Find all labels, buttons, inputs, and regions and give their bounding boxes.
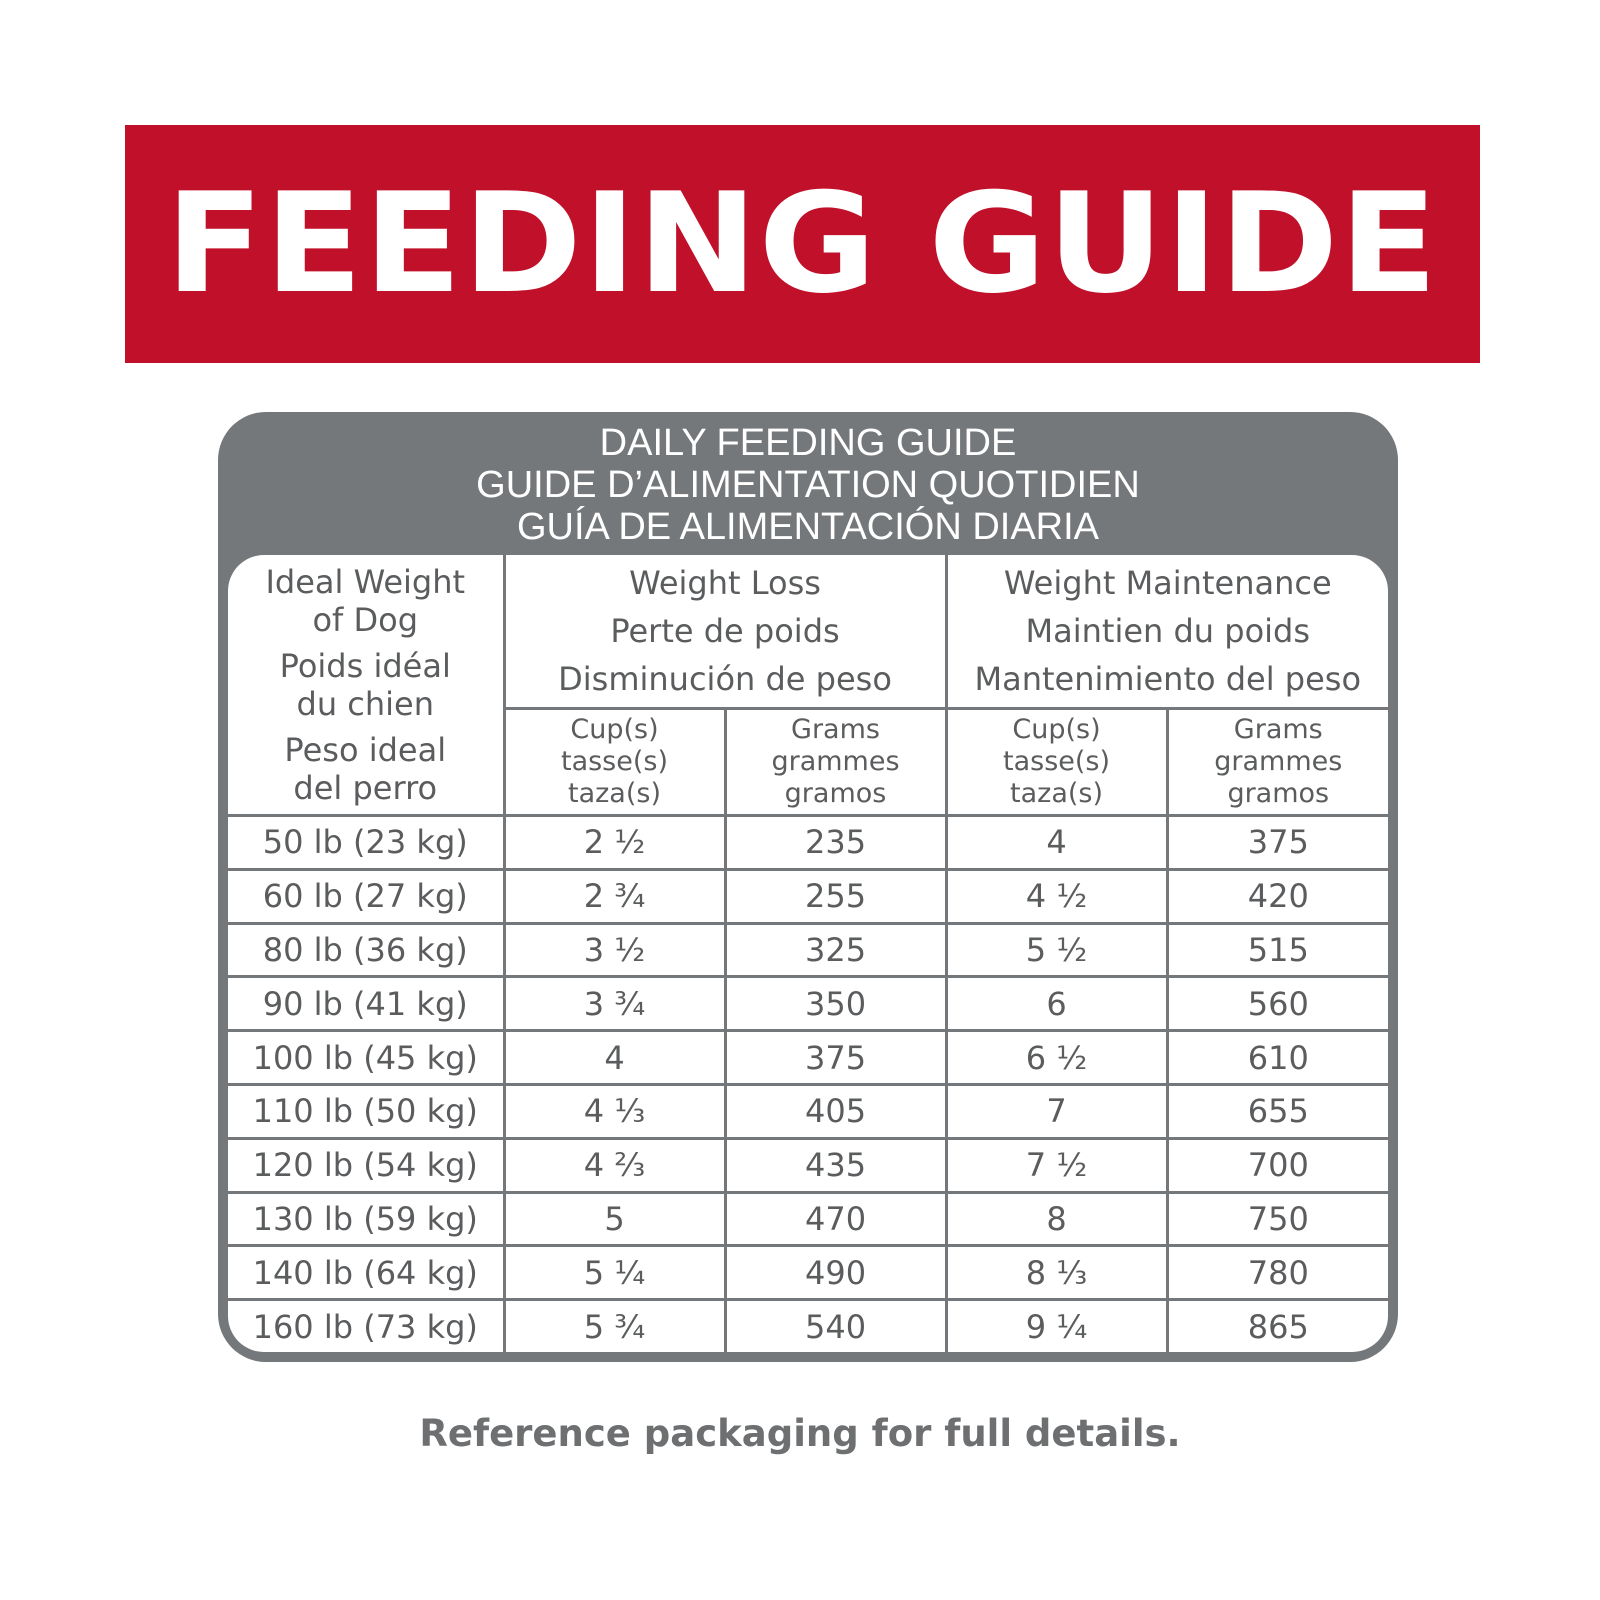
header-line: Weight Loss (629, 564, 821, 602)
dog-weight-cell: 90 lb (41 kg) (228, 977, 504, 1031)
loss-cups-cell: 5 (504, 1192, 725, 1246)
header-line: Cup(s) (1012, 714, 1101, 745)
loss-grams-cell: 325 (725, 923, 946, 977)
header-line: del perro (293, 768, 438, 807)
header-line: taza(s) (1010, 778, 1103, 809)
header-line: Cup(s) (570, 714, 659, 745)
dog-weight-cell: 110 lb (50 kg) (228, 1084, 504, 1138)
header-line: Poids idéal (279, 646, 451, 685)
table-row (228, 816, 1388, 870)
loss-grams-cell: 350 (725, 977, 946, 1031)
table-row (228, 1192, 1388, 1246)
loss-grams-cell: 235 (725, 816, 946, 870)
table-row (228, 1084, 1388, 1138)
header-line: taza(s) (568, 778, 661, 809)
loss-grams-cell: 405 (725, 1084, 946, 1138)
maintenance-cups-cell: 7 (946, 1084, 1167, 1138)
loss-cups-cell: 5 ¾ (504, 1300, 725, 1352)
dog-weight-cell: 130 lb (59 kg) (228, 1192, 504, 1246)
loss-cups-cell: 4 ⅔ (504, 1138, 725, 1192)
maintenance-cups-cell: 6 (946, 977, 1167, 1031)
maintenance-grams-cell: 750 (1167, 1192, 1388, 1246)
heading-french: GUIDE D’ALIMENTATION QUOTIDIEN (476, 464, 1140, 506)
dog-weight-cell: 120 lb (54 kg) (228, 1138, 504, 1192)
footer-note: Reference packaging for full details. (419, 1412, 1181, 1455)
loss-cups-cell: 2 ¾ (504, 869, 725, 923)
loss-grams-header (725, 709, 946, 816)
maintenance-grams-cell: 375 (1167, 816, 1388, 870)
loss-cups-cell: 4 ⅓ (504, 1084, 725, 1138)
maintenance-grams-cell: 420 (1167, 869, 1388, 923)
loss-cups-cell: 2 ½ (504, 816, 725, 870)
loss-cups-cell: 5 ¼ (504, 1246, 725, 1300)
maintenance-grams-cell: 780 (1167, 1246, 1388, 1300)
feeding-table-container (228, 555, 1388, 1352)
header-line: gramos (784, 778, 887, 809)
feeding-guide-banner (125, 125, 1480, 363)
table-row (228, 1300, 1388, 1352)
header-line: Peso ideal (284, 730, 447, 769)
heading-spanish: GUÍA DE ALIMENTACIÓN DIARIA (516, 506, 1100, 548)
table-row (228, 1138, 1388, 1192)
maintenance-cups-header (946, 709, 1167, 816)
maintenance-cups-cell: 7 ½ (946, 1138, 1167, 1192)
heading-english: DAILY FEEDING GUIDE (599, 422, 1017, 464)
header-line: Ideal Weight (265, 562, 466, 601)
daily-feeding-guide-panel (218, 412, 1398, 1362)
maintenance-grams-cell: 655 (1167, 1084, 1388, 1138)
header-line: Grams (1233, 714, 1323, 745)
maintenance-cups-cell: 9 ¼ (946, 1300, 1167, 1352)
header-line: gramos (1227, 778, 1330, 809)
dog-weight-cell: 100 lb (45 kg) (228, 1031, 504, 1085)
table-row (228, 869, 1388, 923)
maintenance-grams-cell: 865 (1167, 1300, 1388, 1352)
loss-grams-cell: 375 (725, 1031, 946, 1085)
header-line: tasse(s) (560, 746, 668, 777)
maintenance-cups-cell: 5 ½ (946, 923, 1167, 977)
panel-heading (218, 422, 1398, 548)
ideal-weight-header (228, 555, 504, 816)
dog-weight-cell: 50 lb (23 kg) (228, 816, 504, 870)
loss-grams-cell: 255 (725, 869, 946, 923)
loss-grams-cell: 435 (725, 1138, 946, 1192)
maintenance-grams-cell: 560 (1167, 977, 1388, 1031)
header-line: Weight Maintenance (1003, 564, 1332, 602)
loss-cups-cell: 3 ½ (504, 923, 725, 977)
maintenance-grams-cell: 610 (1167, 1031, 1388, 1085)
maintenance-cups-cell: 8 ⅓ (946, 1246, 1167, 1300)
loss-grams-cell: 470 (725, 1192, 946, 1246)
weight-maintenance-header (946, 555, 1388, 709)
feeding-table (228, 555, 1388, 1352)
header-line: Disminución de peso (558, 660, 892, 698)
maintenance-grams-cell: 515 (1167, 923, 1388, 977)
maintenance-cups-cell: 8 (946, 1192, 1167, 1246)
banner-title: FEEDING GUIDE (166, 163, 1439, 324)
loss-grams-cell: 490 (725, 1246, 946, 1300)
maintenance-grams-cell: 700 (1167, 1138, 1388, 1192)
header-line: tasse(s) (1003, 746, 1111, 777)
table-row (228, 923, 1388, 977)
header-line: grammes (1214, 746, 1343, 777)
dog-weight-cell: 140 lb (64 kg) (228, 1246, 504, 1300)
loss-grams-cell: 540 (725, 1300, 946, 1352)
loss-cups-cell: 3 ¾ (504, 977, 725, 1031)
table-row (228, 977, 1388, 1031)
header-line: Perte de poids (610, 612, 840, 650)
loss-cups-cell: 4 (504, 1031, 725, 1085)
header-line: of Dog (312, 600, 419, 639)
dog-weight-cell: 80 lb (36 kg) (228, 923, 504, 977)
header-line: Grams (791, 714, 880, 745)
header-line: Maintien du poids (1025, 612, 1311, 650)
loss-cups-header (504, 709, 725, 816)
header-line: Mantenimiento del peso (974, 660, 1362, 698)
weight-loss-header (504, 555, 946, 709)
dog-weight-cell: 60 lb (27 kg) (228, 869, 504, 923)
maintenance-cups-cell: 4 (946, 816, 1167, 870)
dog-weight-cell: 160 lb (73 kg) (228, 1300, 504, 1352)
table-row (228, 1031, 1388, 1085)
table-row (228, 1246, 1388, 1300)
header-line: grammes (771, 746, 900, 777)
maintenance-cups-cell: 4 ½ (946, 869, 1167, 923)
header-line: du chien (296, 684, 434, 723)
maintenance-grams-header (1167, 709, 1388, 816)
maintenance-cups-cell: 6 ½ (946, 1031, 1167, 1085)
